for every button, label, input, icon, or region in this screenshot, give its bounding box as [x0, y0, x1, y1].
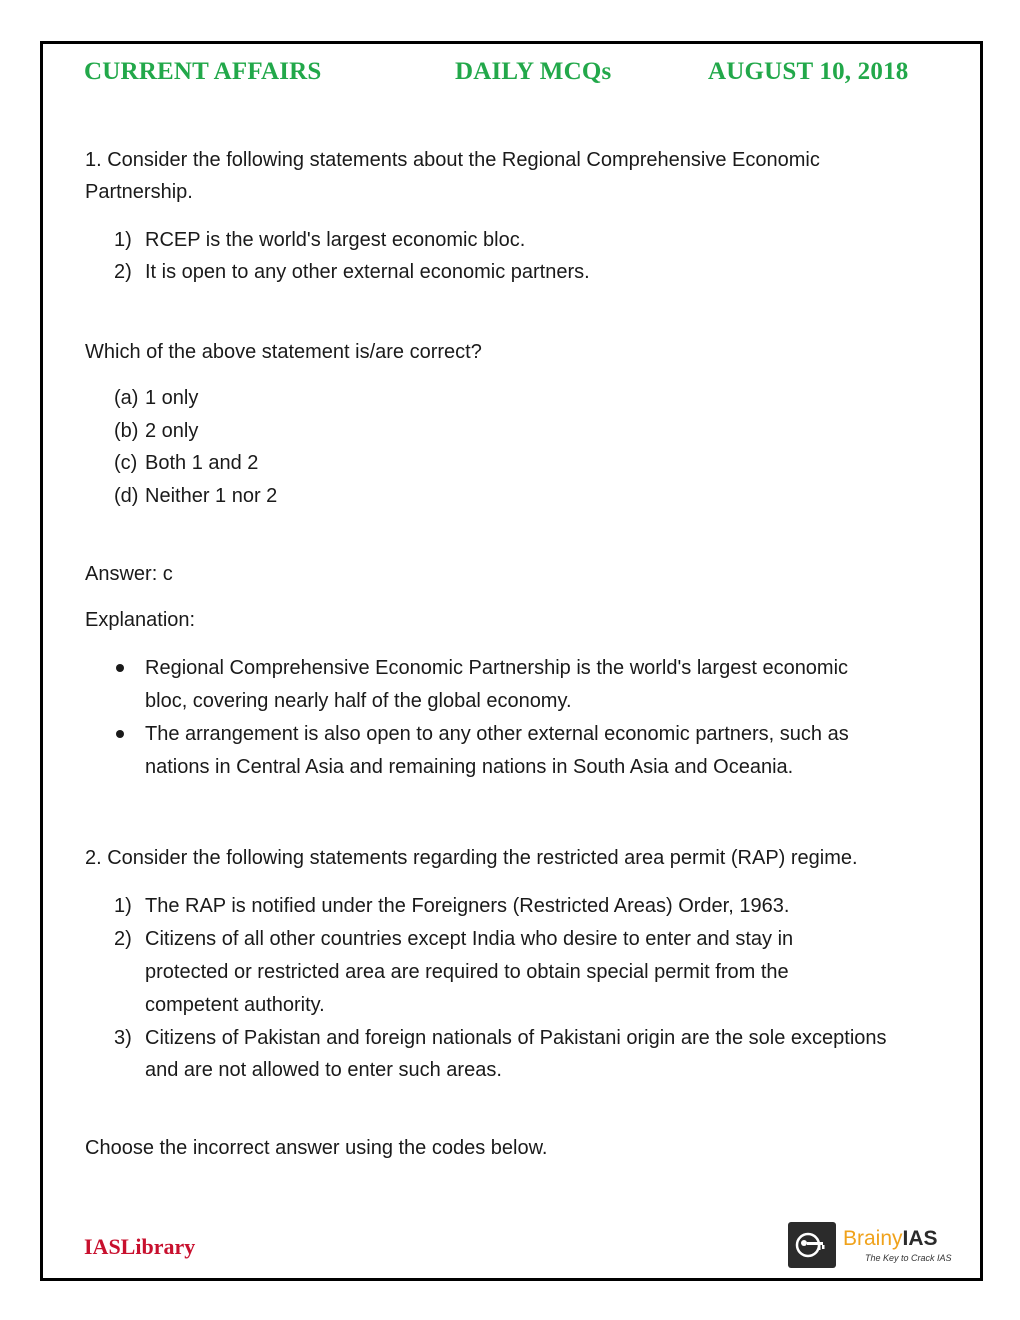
q1-option: Both 1 and 2	[145, 452, 259, 474]
q1-option: 1 only	[145, 387, 199, 409]
q2-statement-line: competent authority.	[145, 994, 325, 1016]
q1-statement: RCEP is the world's largest economic bloc.	[145, 229, 526, 251]
q1-intro-line1: 1. Consider the following statements about the Regional Comprehensive Economic	[85, 149, 820, 171]
header-date: AUGUST 10, 2018	[708, 58, 909, 85]
bullet-icon	[116, 664, 124, 672]
q1-option-label: (d)	[114, 485, 139, 507]
logo-brainy: Brainy	[843, 1227, 903, 1250]
logo-ias: IAS	[902, 1227, 938, 1250]
q1-explanation-label: Explanation:	[85, 609, 196, 631]
brainyias-logo-icon	[788, 1222, 836, 1268]
q1-intro-line2: Partnership.	[85, 181, 193, 203]
logo-tagline: The Key to Crack IAS	[865, 1253, 952, 1263]
q1-option-label: (b)	[114, 420, 139, 442]
q2-question: Choose the incorrect answer using the codes below.	[85, 1137, 548, 1159]
q2-statement-number: 1)	[114, 895, 132, 917]
q1-explanation-line: nations in Central Asia and remaining nations in South Asia and Oceania.	[145, 756, 794, 778]
q1-option: Neither 1 nor 2	[145, 485, 278, 507]
q1-explanation-line: The arrangement is also open to any other external economic partners, such as	[145, 723, 849, 745]
q1-question: Which of the above statement is/are correct?	[85, 341, 482, 363]
q2-statement-number: 2)	[114, 928, 132, 950]
q1-statement-number: 2)	[114, 261, 132, 283]
header-title: CURRENT AFFAIRS	[84, 58, 322, 85]
q1-statement: It is open to any other external economic partners.	[145, 261, 590, 283]
q1-option-label: (c)	[114, 452, 138, 474]
q1-option-label: (a)	[114, 387, 139, 409]
header-subtitle: DAILY MCQs	[455, 58, 612, 85]
q1-answer: Answer: c	[85, 563, 173, 585]
q1-explanation-line: bloc, covering nearly half of the global economy.	[145, 690, 572, 712]
footer-brand: IASLibrary	[84, 1234, 196, 1259]
q2-statement-line: Citizens of Pakistan and foreign nationals of Pakistani origin are the sole exceptions	[145, 1027, 887, 1049]
q2-statement-line: and are not allowed to enter such areas.	[145, 1059, 502, 1081]
q2-statement-number: 3)	[114, 1027, 132, 1049]
q1-statement-number: 1)	[114, 229, 132, 251]
q2-statement-line: The RAP is notified under the Foreigners (Restricted Areas) Order, 1963.	[145, 895, 790, 917]
q2-statement-line: Citizens of all other countries except India who desire to enter and stay in	[145, 928, 794, 950]
q2-intro: 2. Consider the following statements regarding the restricted area permit (RAP) regime.	[85, 847, 858, 869]
brainyias-logo-name	[843, 1227, 938, 1251]
q2-statement-line: protected or restricted area are required to obtain special permit from the	[145, 961, 789, 983]
q1-explanation-line: Regional Comprehensive Economic Partnership is the world's largest economic	[145, 657, 849, 679]
q1-option: 2 only	[145, 420, 199, 442]
bullet-icon	[116, 730, 124, 738]
